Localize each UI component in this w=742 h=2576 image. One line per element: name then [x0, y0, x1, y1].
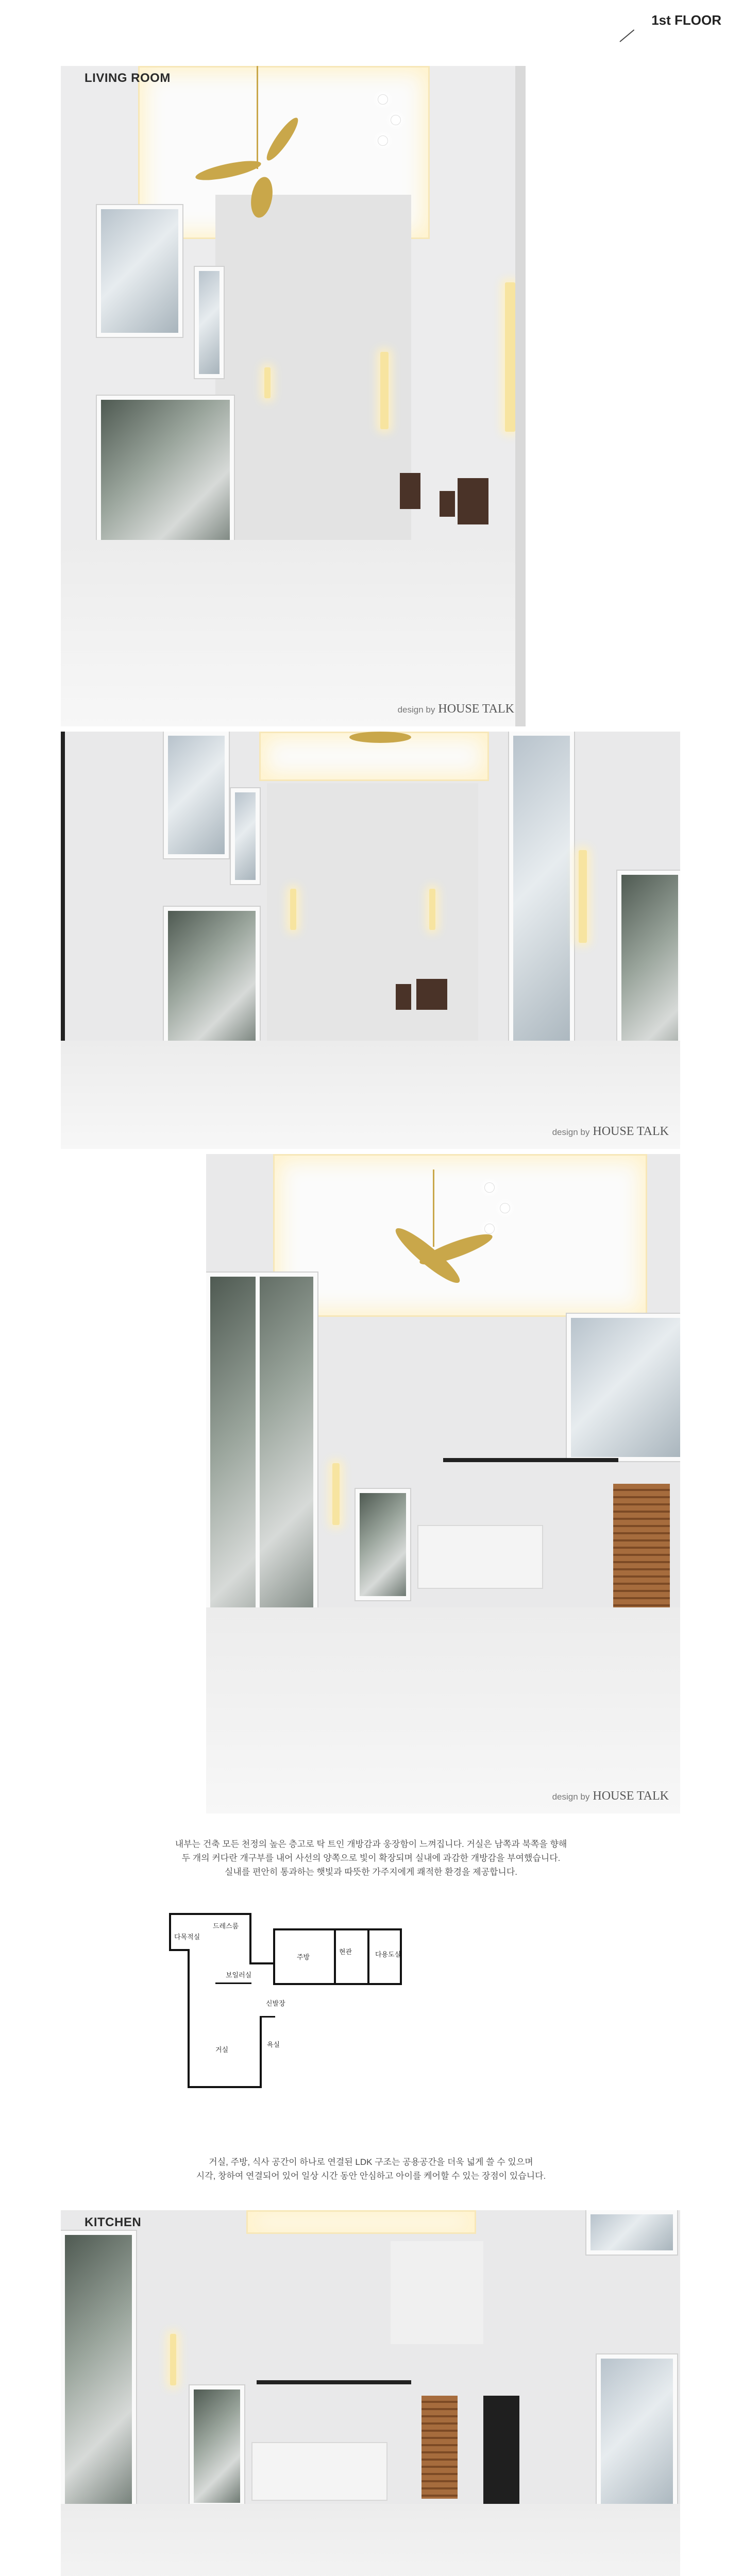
- living-description-line: 두 개의 커다란 개구부를 내어 사선의 양쪽으로 빛이 확장되며 실내에 과감한 개방감을 부여했습니다.: [181, 1853, 561, 1863]
- watermark: design by HOUSE TALK: [552, 1789, 669, 1803]
- floor-plan: [164, 1897, 406, 2129]
- plan-room-label: 신발장: [266, 1999, 285, 2007]
- plan-room-label: 다목적실: [174, 1933, 200, 1941]
- living-room-photo-2: [61, 732, 680, 1149]
- section-label-kitchen: KITCHEN: [85, 2215, 142, 2229]
- plan-room-label: 거실: [215, 2046, 229, 2054]
- floor-label-underline: [619, 29, 634, 42]
- living-room-photo-3: [206, 1154, 680, 1814]
- floor-indicator: [572, 5, 742, 55]
- plan-room-label: 드레스룸: [213, 1922, 239, 1930]
- plan-room-label: 보일러실: [226, 1971, 252, 1979]
- watermark: design by HOUSE TALK: [397, 702, 514, 716]
- watermark: design by HOUSE TALK: [552, 1125, 669, 1138]
- living-description-line: 실내를 편안히 통과하는 햇빛과 따뜻한 가주지에게 쾌적한 환경을 제공합니다.: [224, 1867, 517, 1877]
- kitchen-photo-1: [61, 2210, 680, 2576]
- plan-room-label: 다용도실: [375, 1951, 401, 1958]
- plan-room-label: 주방: [297, 1953, 310, 1961]
- living-room-photo-1: [61, 66, 526, 726]
- kitchen-intro-line: 시각, 창하여 연결되어 있어 일상 시간 동안 안심하고 아이를 케어할 수 있는 장점이 있습니다.: [196, 2171, 546, 2181]
- floor-label: 1st FLOOR: [651, 12, 721, 28]
- living-description: [0, 1837, 742, 1879]
- plan-room-label: 욕실: [267, 2041, 280, 2048]
- living-description-line: 내부는 건축 모든 천정의 높은 층고로 탁 트인 개방감과 웅장함이 느껴집니다. 거실은 남쪽과 북쪽을 향해: [175, 1839, 567, 1849]
- plan-room-label: 현관: [339, 1948, 352, 1956]
- section-label-living: LIVING ROOM: [85, 71, 171, 85]
- kitchen-intro-line: 거실, 주방, 식사 공간이 하나로 연결된 LDK 구조는 공용공간을 더욱 넓게 쓸 수 있으며: [209, 2157, 533, 2167]
- kitchen-intro: [0, 2155, 742, 2183]
